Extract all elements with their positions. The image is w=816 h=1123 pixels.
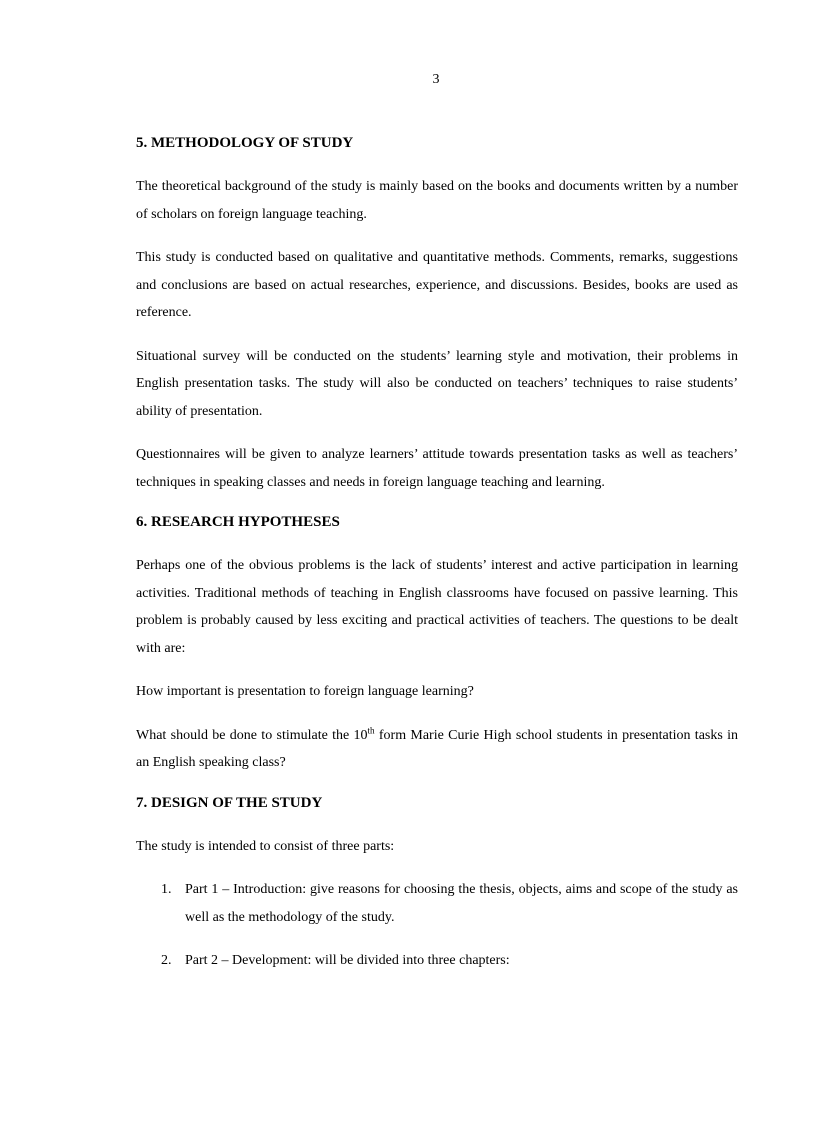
paragraph: Questionnaires will be given to analyze learners’ attitude towards presentation tasks as well as teachers’ techniques in speaking classes and needs in foreign language teaching and learning.	[136, 447, 738, 490]
list-item-text: Part 2 – Development: will be divided into three chapters:	[185, 953, 510, 968]
paragraph: The study is intended to consist of three parts:	[136, 838, 395, 854]
list-number: 2.	[161, 953, 172, 968]
ordinal-suffix: th	[367, 724, 375, 735]
section-heading-design: 7. DESIGN OF THE STUDY	[136, 794, 323, 811]
list-item	[136, 876, 738, 931]
paragraph: Perhaps one of the obvious problems is the lack of students’ interest and active participation in learning activities. Traditional methods of teaching in English classrooms have focused on passive learning. This problem is probably caused by less exciting and practical activities of teachers. The questions to be dealt with are:	[136, 558, 738, 656]
document-body	[136, 133, 738, 991]
research-question-1: How important is presentation to foreign language learning?	[136, 684, 474, 699]
section-heading-hypotheses: 6. RESEARCH HYPOTHESES	[136, 514, 340, 530]
section-methodology	[136, 133, 738, 496]
section-hypotheses	[136, 512, 738, 777]
parts-list	[136, 876, 738, 975]
list-item-text: Part 1 – Introduction: give reasons for choosing the thesis, objects, aims and scope of the study as well as the methodology of the study.	[185, 882, 738, 925]
question-text: form Marie Curie High school students in presentation tasks in an English speaking class?	[136, 727, 739, 770]
paragraph: Situational survey will be conducted on the students’ learning style and motivation, their problems in English presentation tasks. The study will also be conducted on teachers’ techniques to raise students’ ability of presentation.	[136, 348, 738, 419]
page-number: 3	[432, 72, 440, 87]
research-question-2	[136, 722, 738, 777]
section-design	[136, 793, 738, 975]
list-item	[136, 947, 738, 975]
list-number: 1.	[161, 882, 172, 897]
question-text: What should be done to stimulate the 10	[136, 727, 368, 743]
paragraph: This study is conducted based on qualitative and quantitative methods. Comments, remarks, suggestions and conclusions are based on actual researches, experience, and discussions. Besides, books are used as reference.	[136, 250, 738, 320]
paragraph: The theoretical background of the study is mainly based on the books and documents written by a number of scholars on foreign language teaching.	[136, 179, 738, 222]
section-heading-methodology: 5. METHODOLOGY OF STUDY	[136, 135, 354, 151]
